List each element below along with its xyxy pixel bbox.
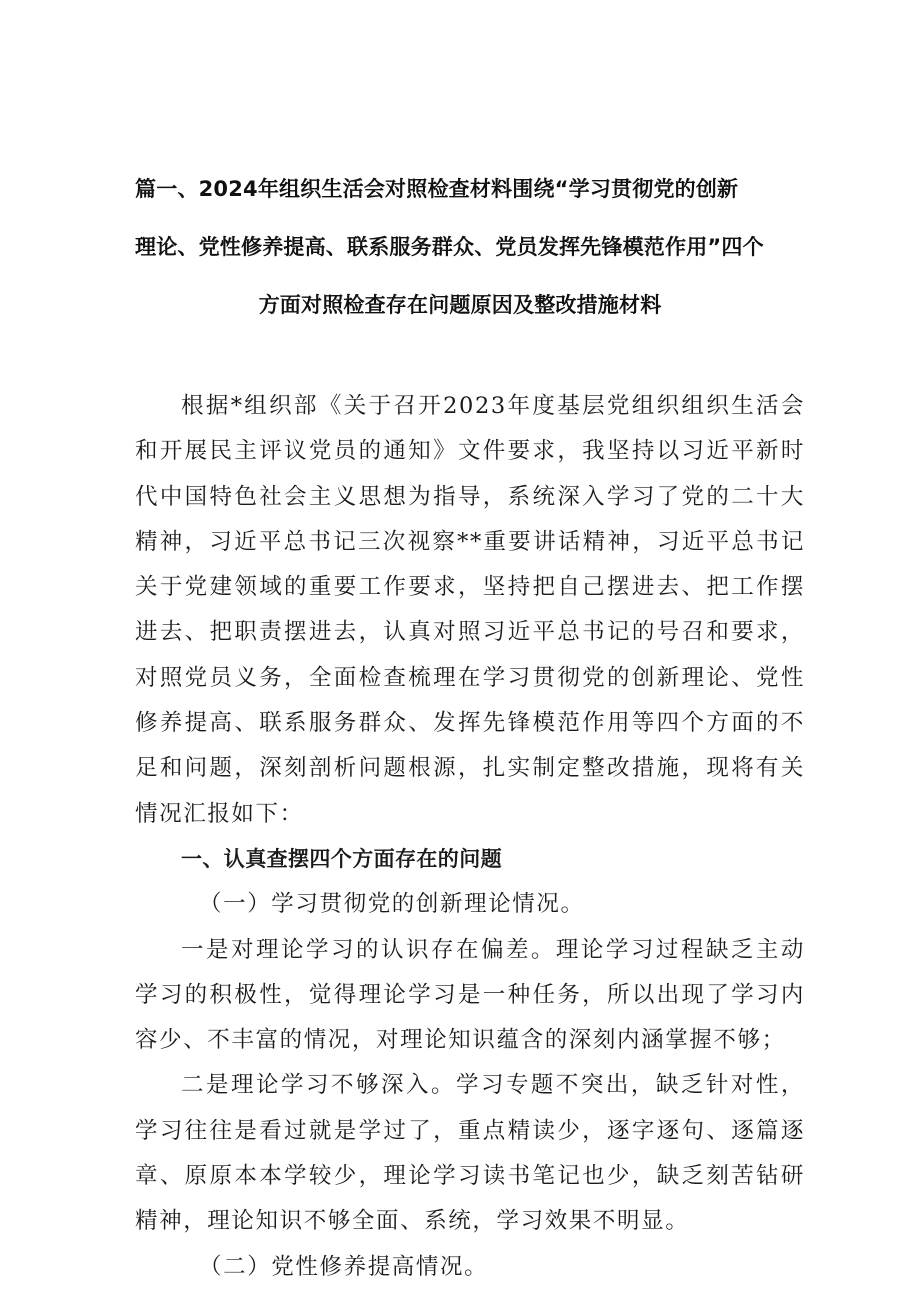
document-body xyxy=(135,384,805,1290)
paragraph-point-2: 二是理论学习不够深入。学习专题不突出，缺乏针对性，学习往往是看过就是学过了，重点精读少，逐字逐句、逐篇逐章、原原本本学较少，理论学习读书笔记也少，缺乏刻苦钻研精神，理论知识不够全面、系统，学习效果不明显。 xyxy=(135,1072,805,1235)
paragraph-point-1: 一是对理论学习的认识存在偏差。理论学习过程缺乏主动学习的积极性，觉得理论学习是一种任务，所以出现了学习内容少、不丰富的情况，对理论知识蕴含的深刻内涵掌握不够； xyxy=(135,936,805,1054)
document-title-line-3: 方面对照检查存在问题原因及整改措施材料 xyxy=(258,293,662,317)
document-title-line-1: 篇一、2024年组织生活会对照检查材料围绕“学习贯彻党的创新 xyxy=(135,177,739,201)
intro-paragraph: 根据*组织部《关于召开2023年度基层党组织组织生活会和开展民主评议党员的通知》文件要求，我坚持以习近平新时代中国特色社会主义思想为指导，系统深入学习了党的二十大精神，习近平总书记三次视察**重要讲话精神，习近平总书记关于党建领域的重要工作要求，坚持把自己摆进去、把工作摆进去、把职责摆进去，认真对照习近平总书记的号召和要求，对照党员义务，全面检查梳理在学习贯彻党的创新理论、党性修养提高、联系服务群众、发挥先锋模范作用等四个方面的不足和问题，深刻剖析问题根源，扎实制定整改措施，现将有关情况汇报如下： xyxy=(135,393,805,827)
subsection-heading-2: （二）党性修养提高情况。 xyxy=(199,1253,489,1280)
subsection-heading-1: （一）学习贯彻党的创新理论情况。 xyxy=(199,891,585,918)
section-heading-1: 一、认真查摆四个方面存在的问题 xyxy=(181,846,502,871)
document-title-line-2: 理论、党性修养提高、联系服务群众、党员发挥先锋模范作用”四个 xyxy=(135,235,764,259)
